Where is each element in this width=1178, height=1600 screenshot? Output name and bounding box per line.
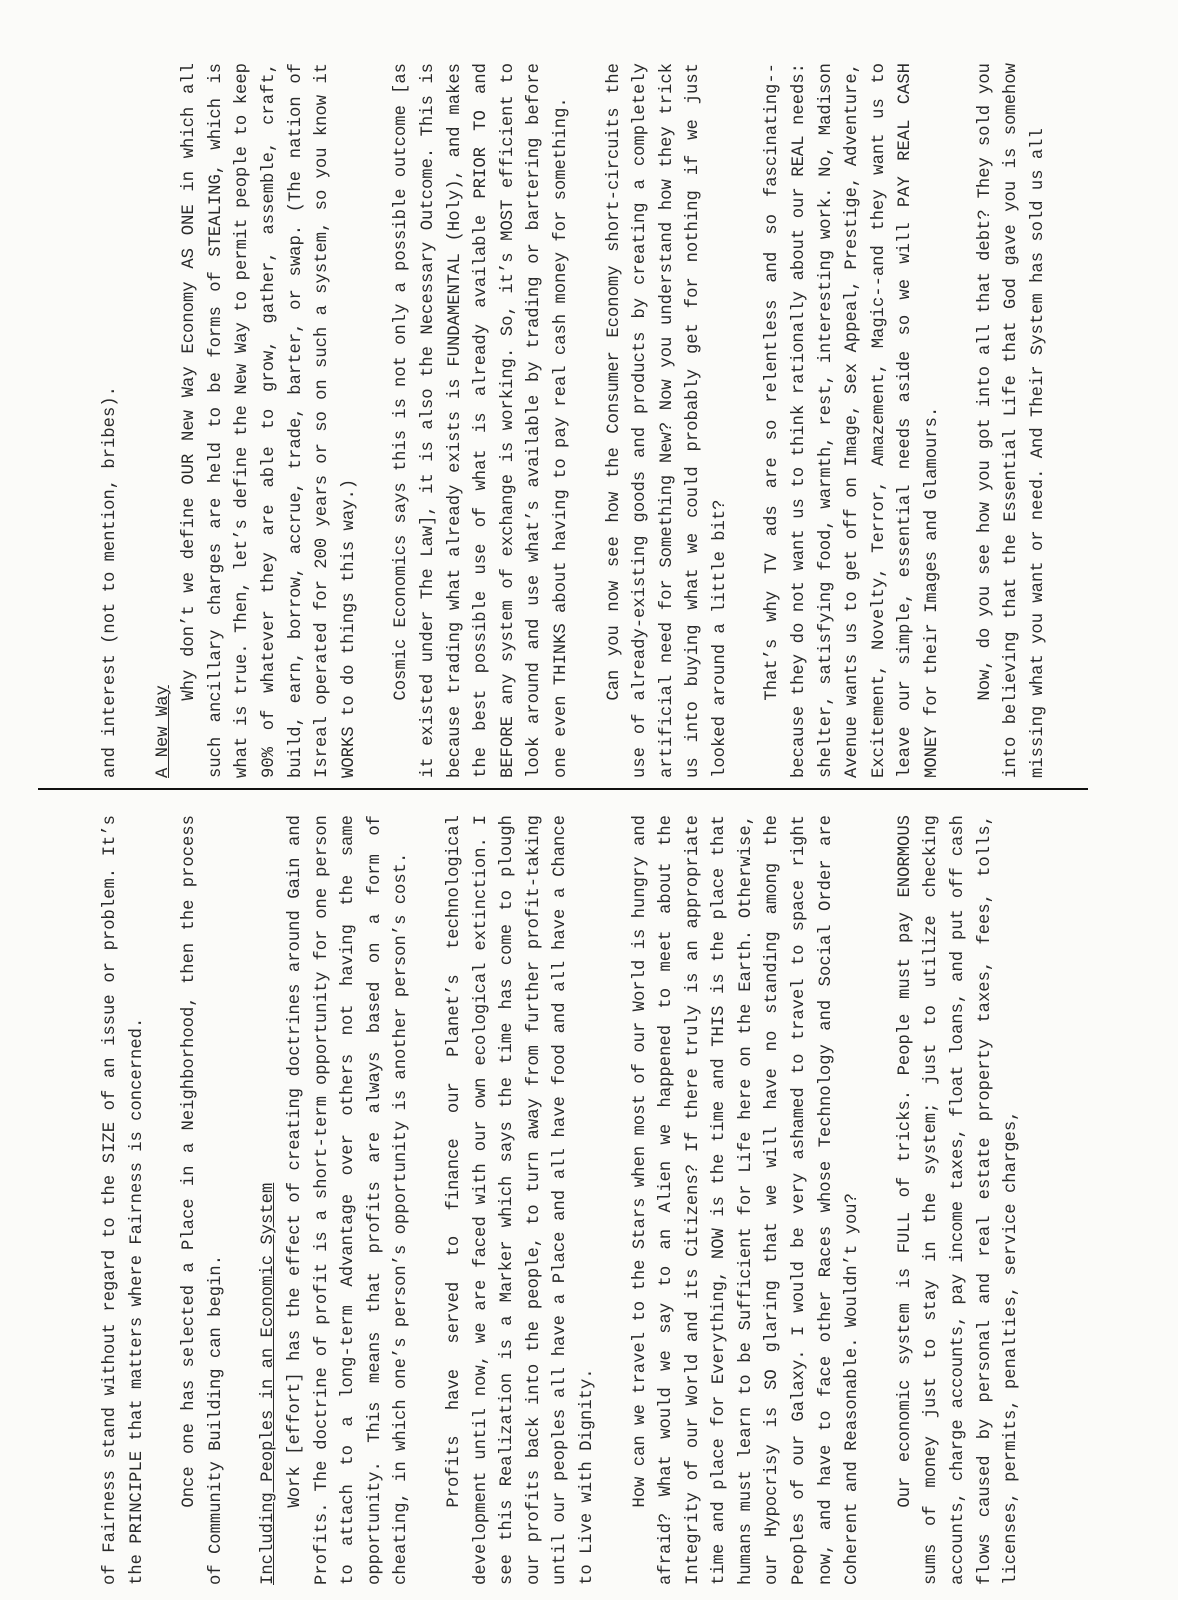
- paragraph: Cosmic Economics says this is not only a possible outcome [as it existed under The Law], it is also the Necessary Outcome. This is because trading what already exists is FUNDAMENTAL (Holy), and makes the best possible use of what is already available PRIOR TO and BEFORE any system of exchange is working. So, it’s MOST efficient to look around and use what’s available by trading or bartering before one even THINKS about having to pay real cash money for something.: [392, 63, 571, 778]
- paragraph: Our economic system is FULL of tricks. People must pay ENORMOUS sums of money just to stay in the system; just to utilize checking accounts, charge accounts, pay income taxes, float loans, and put off cash flows caused by personal and real estate property taxes, fees, tolls, licenses, permits, penalties, service charges,: [895, 815, 1022, 1585]
- paragraph: Now, do you see how you got into all that debt? They sold you into believing that the Essential Life that God gave you is somehow missing what you want or need. And Their System has sold us all: [975, 63, 1048, 778]
- upper-page-text: [98, 63, 1052, 778]
- paragraph: Why don’t we define OUR New Way Economy AS ONE in which all such ancillary charges are held to be forms of STEALING, which is what is true. Then, let’s define the New Way to permit people to keep 90% of whatever they are able to grow, gather, assemble, craft, build, earn, borrow, accrue, trade, barter, or swap. (The nation of Isreal operated for 200 years or so on such a system, so you know it WORKS to do things this way.): [180, 63, 359, 778]
- paragraph: How can we travel to the Stars when most of our World is hungry and afraid? What would we say to an Alien we happened to meet about the Integrity of our World and its Citizens? If there truly is an appropriate time and place for Everything, NOW is the time and THIS is the place that humans must learn to be Sufficient for Life here on the Earth. Otherwise, our Hypocrisy is SO glaring that we will have no standing among the Peoples of our Galaxy. I would be very ashamed to travel to space right now, and have to face other Races whose Technology and Social Order are Coherent and Reasonable. Wouldn’t you?: [630, 815, 863, 1585]
- paragraph: Can you now see how the Consumer Economy short-circuits the use of already-existing goods and products by creating a completely artificial need for Something New? Now you understand how they trick us into buying what we could probably get for nothing if we just looked around a little bit?: [604, 63, 730, 778]
- paragraph: Once one has selected a Place in a Neighborhood, then the process of Community Building can begin.: [180, 815, 226, 1585]
- paragraph: and interest (not to mention, bribes).: [101, 386, 120, 778]
- section-heading: Including Peoples in an Economic System: [259, 1182, 279, 1585]
- lower-page-text: [98, 815, 1026, 1585]
- paragraph: of Fairness stand without regard to the SIZE of an issue or problem. It’s the PRINCIPLE that matters where Fairness is concerned.: [101, 815, 147, 1585]
- section-heading: A New Way: [153, 685, 173, 778]
- paragraph: Profits have served to finance our Planet’s technological development until now, we are faced with our own ecological extinction. I see this Realization is a Marker which says the time has come to plough our profits back into the people, to turn away from further profit-taking until our peoples all have a Place and all have food and all have a Chance to Live with Dignity.: [444, 815, 597, 1585]
- page-divider-line: [38, 788, 1088, 790]
- paragraph: Work [effort] has the effect of creating doctrines around Gain and Profits. The doctrine of profit is a short-term opportunity for one person to attach to a long-term Advantage over others not having the same opportunity. This means that profits are always based on a form of cheating, in which one’s person’s opportunity is another person’s cost.: [285, 815, 412, 1585]
- paragraph: That’s why TV ads are so relentless and so fascinating--because they do not want us to think rationally about our REAL needs: shelter, satisfying food, warmth, rest, interesting work. No, Madison Avenue wants us to get off on Image, Sex Appeal, Prestige, Adventure, Excitement, Novelty, Terror, Amazement, Magic--and they want us to leave our simple, essential needs aside so we will PAY REAL CASH MONEY for their Images and Glamours.: [763, 63, 943, 778]
